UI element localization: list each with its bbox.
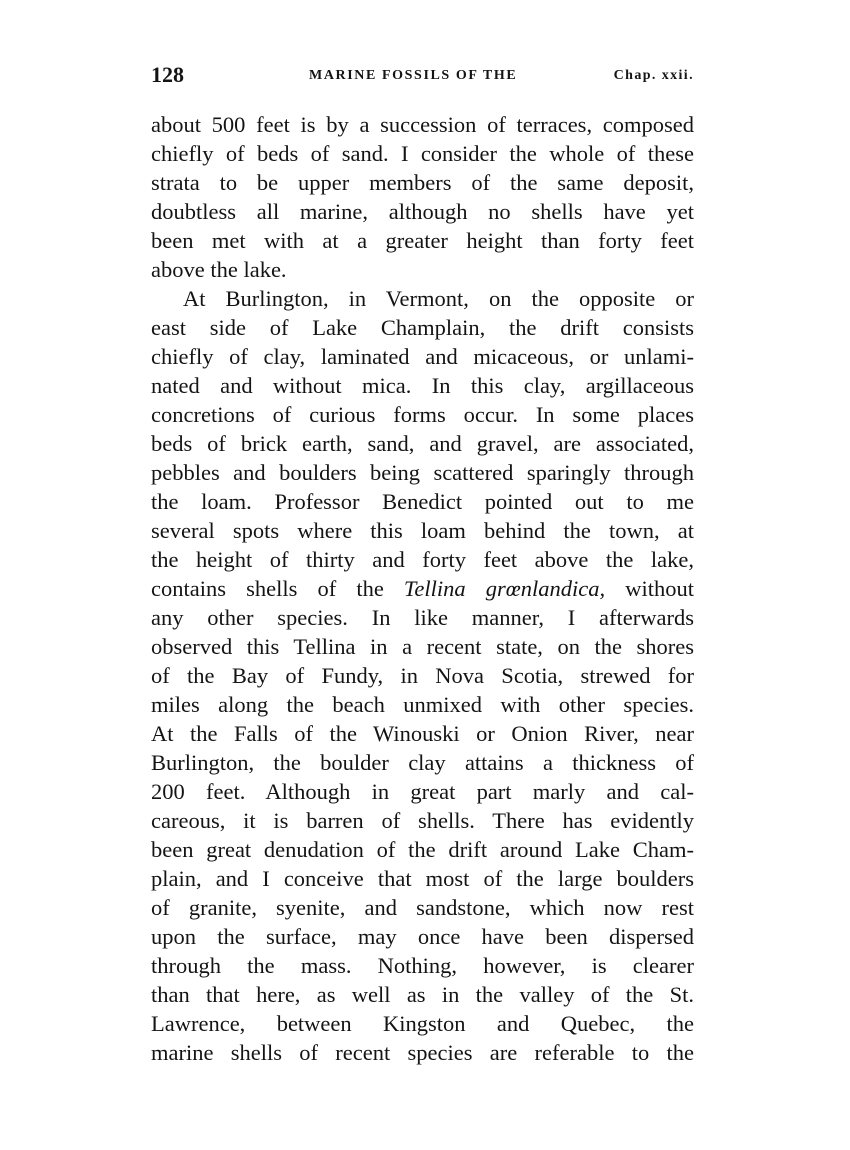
running-title: MARINE FOSSILS OF THE [309, 68, 518, 83]
chapter-label: Chap. xxii. [613, 68, 694, 83]
text-line: Lawrence, between Kingston and Quebec, the [151, 1011, 694, 1036]
running-head [151, 62, 694, 88]
page-number: 128 [151, 62, 184, 87]
text-line: the height of thirty and forty feet above the lake, [151, 547, 694, 572]
text-line: been great denudation of the drift around Lake Cham- [151, 837, 694, 862]
text-line: strata to be upper members of the same deposit, [151, 170, 694, 195]
text-run: contains shells of the [151, 576, 404, 601]
text-line: upon the surface, may once have been dispersed [151, 924, 694, 949]
text-line: beds of brick earth, sand, and gravel, are associated, [151, 431, 694, 456]
text-line: any other species. In like manner, I afterwards [151, 605, 694, 630]
text-line: plain, and I conceive that most of the large boulders [151, 866, 694, 891]
text-line: careous, it is barren of shells. There has evidently [151, 808, 694, 833]
body-text [151, 110, 694, 1067]
text-line: miles along the beach unmixed with other species. [151, 692, 694, 717]
text-line: 200 feet. Although in great part marly and cal- [151, 779, 694, 804]
text-line: east side of Lake Champlain, the drift consists [151, 315, 694, 340]
text-line: through the mass. Nothing, however, is clearer [151, 953, 694, 978]
text-line: of the Bay of Fundy, in Nova Scotia, strewed for [151, 663, 694, 688]
text-line: At Burlington, in Vermont, on the opposite or [183, 286, 694, 311]
species-name: Tellina grœnlandica, [403, 576, 606, 601]
text-line: the loam. Professor Benedict pointed out to me [151, 489, 694, 514]
text-line: concretions of curious forms occur. In some places [151, 402, 694, 427]
text-line: pebbles and boulders being scattered sparingly through [151, 460, 694, 485]
text-line-with-italic [151, 574, 694, 603]
text-run: without [605, 576, 694, 601]
text-line: chiefly of clay, laminated and micaceous, or unlami- [151, 344, 694, 369]
text-line: marine shells of recent species are referable to the [151, 1040, 694, 1065]
text-line: chiefly of beds of sand. I consider the whole of these [151, 141, 694, 166]
text-line: nated and without mica. In this clay, argillaceous [151, 373, 694, 398]
text-line: about 500 feet is by a succession of terraces, composed [151, 112, 694, 137]
text-line: At the Falls of the Winouski or Onion River, near [151, 721, 694, 746]
text-line: doubtless all marine, although no shells have yet [151, 199, 694, 224]
text-line: than that here, as well as in the valley of the St. [151, 982, 694, 1007]
text-line: of granite, syenite, and sandstone, which now rest [151, 895, 694, 920]
text-line: above the lake. [151, 257, 287, 282]
text-line: observed this Tellina in a recent state, on the shores [151, 634, 694, 659]
text-line: several spots where this loam behind the town, at [151, 518, 694, 543]
text-line: Burlington, the boulder clay attains a thickness of [151, 750, 694, 775]
text-line: been met with at a greater height than forty feet [151, 228, 694, 253]
